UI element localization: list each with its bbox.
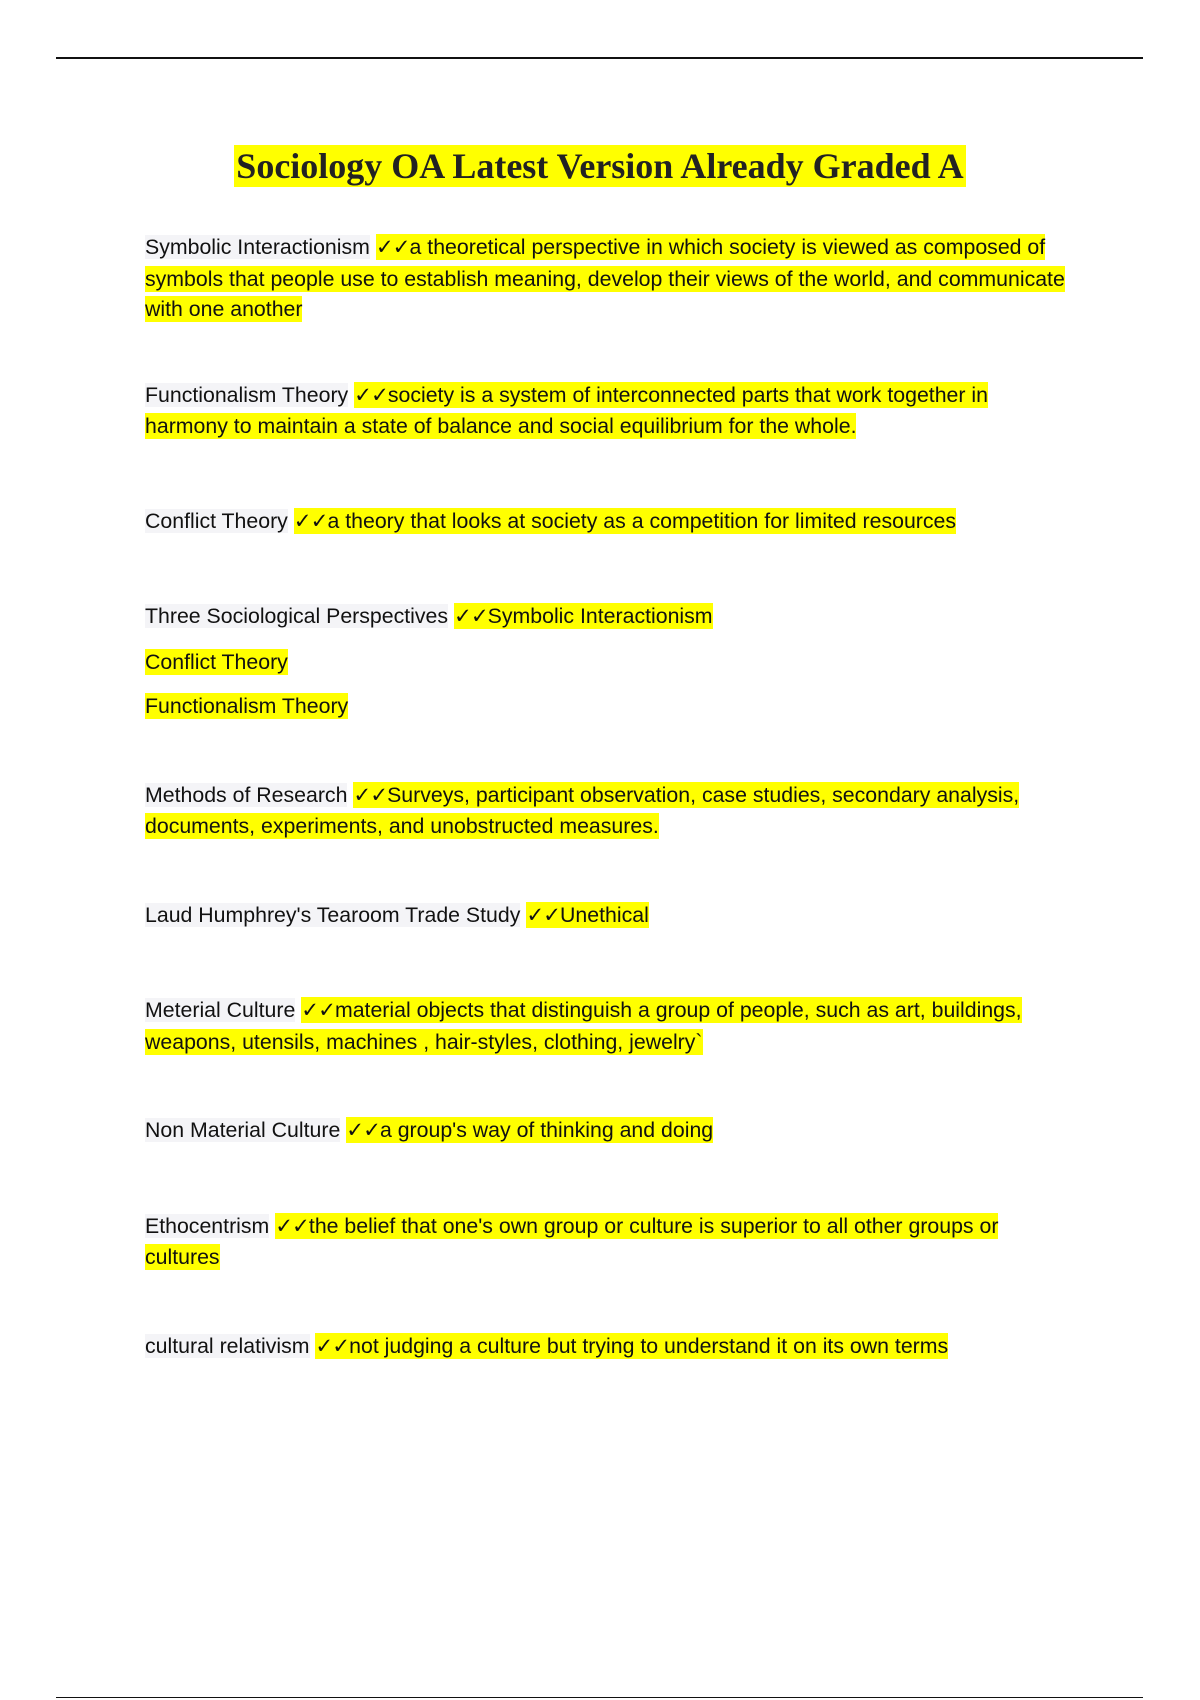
check-mark-icon: ✓✓ (346, 1118, 380, 1143)
entry-definition (346, 1117, 713, 1143)
check-mark-icon: ✓✓ (293, 508, 328, 534)
entry-extra-line (145, 691, 1075, 722)
check-mark-icon: ✓✓ (301, 998, 335, 1023)
entry-term: Functionalism Theory (145, 382, 349, 407)
bottom-rule (56, 1697, 1143, 1698)
entry-definition-text: Symbolic Interactionism (487, 604, 713, 628)
entry-term: cultural relativism (145, 1333, 310, 1358)
top-rule (56, 57, 1143, 59)
entry-term: Non Material Culture (145, 1118, 341, 1142)
entry-definition-text: a theory that looks at society as a competition for limited resources (327, 508, 957, 533)
check-mark-icon: ✓✓ (315, 1333, 350, 1359)
entry-term: Ethocentrism (145, 1213, 270, 1238)
entry-definition (145, 1213, 998, 1271)
title-container (0, 143, 1200, 189)
check-mark-icon: ✓✓ (453, 604, 488, 629)
entry-laud-humphrey (145, 900, 1075, 932)
entry-definition-text: Unethical (560, 902, 649, 927)
entry-symbolic-interactionism (145, 232, 1075, 325)
entry-ethnocentrism (145, 1211, 1075, 1273)
entry-three-perspectives-line (145, 601, 1075, 633)
entry-term: Conflict Theory (145, 508, 288, 533)
entry-extra-line (145, 647, 1075, 678)
check-mark-icon: ✓✓ (354, 382, 388, 408)
entry-definition (294, 508, 956, 534)
check-mark-icon: ✓✓ (353, 782, 388, 808)
entry-term: Methods of Research (145, 782, 348, 807)
entry-definition-text: material objects that distinguish a group of people, such as art, buildings, weapons, utensils, machines , hair-styles, clothing, jewelry` (145, 998, 1022, 1054)
entry-conflict-theory (145, 506, 1075, 538)
document-title: Sociology OA Latest Version Already Graded A (236, 146, 964, 186)
entry-methods-of-research (145, 780, 1075, 842)
check-mark-icon: ✓✓ (375, 235, 410, 260)
entry-definition-text: Surveys, participant observation, case studies, secondary analysis, documents, experiments, and unobstructed measures. (145, 782, 1020, 838)
entry-three-perspectives (145, 601, 1075, 722)
entry-cultural-relativism (145, 1331, 1075, 1363)
entry-term: Meterial Culture (145, 998, 296, 1022)
entries-list (145, 232, 1075, 1362)
entry-term: Symbolic Interactionism (145, 235, 370, 259)
entry-extra-text: Conflict Theory (145, 649, 288, 674)
check-mark-icon: ✓✓ (526, 902, 561, 928)
entry-definition-text: the belief that one's own group or culture is superior to all other groups or cultures (145, 1213, 999, 1269)
entry-extra-text: Functionalism Theory (145, 694, 349, 718)
entry-definition (454, 603, 713, 629)
entry-term: Three Sociological Perspectives (145, 604, 449, 628)
entry-term: Laud Humphrey's Tearoom Trade Study (145, 902, 521, 927)
entry-definition (526, 902, 649, 928)
entry-definition-text: a theoretical perspective in which society is viewed as composed of symbols that people use to establish meaning, develop their views of the world, and communicate with one another (145, 235, 1065, 321)
entry-material-culture (145, 995, 1075, 1057)
check-mark-icon: ✓✓ (275, 1213, 309, 1239)
entry-definition-text: not judging a culture but trying to understand it on its own terms (349, 1333, 949, 1358)
entry-functionalism-theory (145, 380, 1075, 442)
entry-non-material-culture (145, 1115, 1075, 1147)
entry-definition-text: a group's way of thinking and doing (379, 1118, 714, 1142)
entry-definition-text: society is a system of interconnected parts that work together in harmony to maintain a state of balance and social equilibrium for the whole. (145, 382, 988, 438)
entry-definition (315, 1333, 948, 1359)
